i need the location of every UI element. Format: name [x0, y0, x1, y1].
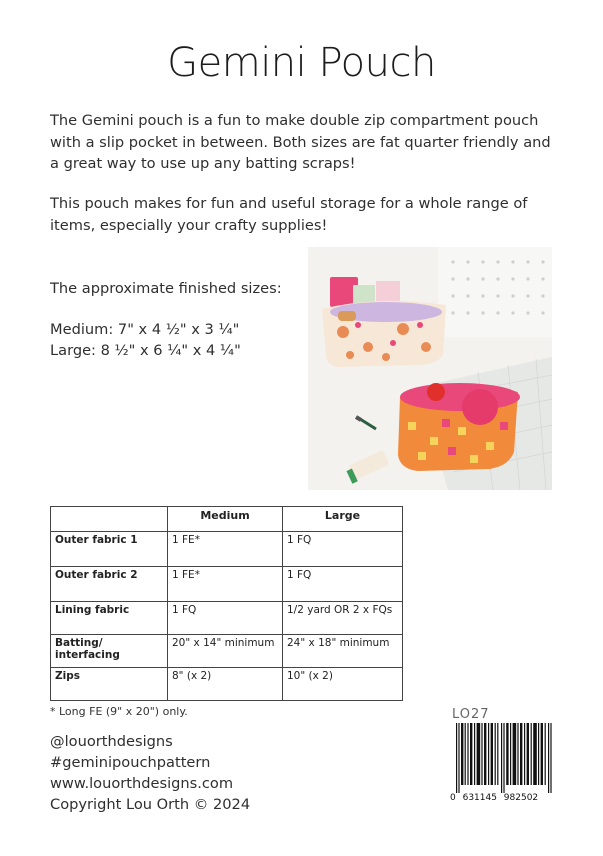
table-header-large: Large [283, 507, 403, 532]
row-label: Lining fabric [51, 602, 168, 635]
table-row [51, 635, 403, 668]
row-label: Outer fabric 2 [51, 567, 168, 602]
medium-value: 1 FE* [168, 532, 283, 567]
website-link[interactable]: www.louorthdesigns.com [50, 775, 234, 792]
instagram-handle[interactable]: @louorthdesigns [50, 733, 173, 750]
table-header-row [51, 507, 403, 532]
table-row [51, 532, 403, 567]
product-code: LO27 [452, 707, 490, 722]
barcode-number: 0 631145 982502 [450, 793, 539, 803]
intro-paragraph: The Gemini pouch is a fun to make double zip compartment pouch with a slip pocket in between. Both sizes are fat quarter friendly and a great way to use up any batting scraps! [50, 112, 551, 172]
hashtag: #geminipouchpattern [50, 754, 211, 771]
medium-value: 1 FE* [168, 567, 283, 602]
table-footnote: * Long FE (9" x 20") only. [50, 705, 188, 718]
medium-value: 20" x 14" minimum [168, 635, 283, 668]
intro-paragraph-2: This pouch makes for fun and useful storage for a whole range of items, especially your crafty supplies! [50, 195, 528, 234]
row-label: Batting/ interfacing [51, 635, 168, 668]
large-value: 1/2 yard OR 2 x FQs [283, 602, 403, 635]
table-row [51, 602, 403, 635]
medium-value: 1 FQ [168, 602, 283, 635]
row-label: Outer fabric 1 [51, 532, 168, 567]
table-row [51, 668, 403, 701]
size-large: Large: 8 ½" x 6 ¼" x 4 ¼" [50, 342, 241, 359]
table-header-blank [51, 507, 168, 532]
table-row [51, 567, 403, 602]
sizes-heading: The approximate finished sizes: [50, 280, 282, 297]
large-value: 1 FQ [283, 532, 403, 567]
medium-value: 8" (x 2) [168, 668, 283, 701]
large-value: 10" (x 2) [283, 668, 403, 701]
large-value: 1 FQ [283, 567, 403, 602]
large-value: 24" x 18" minimum [283, 635, 403, 668]
pouch-illustration [308, 247, 552, 490]
copyright-notice: Copyright Lou Orth © 2024 [50, 796, 251, 813]
table-header-medium: Medium [168, 507, 283, 532]
size-medium: Medium: 7" x 4 ½" x 3 ¼" [50, 321, 240, 338]
fabric-requirements-table [50, 506, 403, 701]
page-title: Gemini Pouch [167, 40, 436, 86]
product-photo [308, 247, 552, 490]
row-label: Zips [51, 668, 168, 701]
barcode-icon [455, 723, 553, 793]
